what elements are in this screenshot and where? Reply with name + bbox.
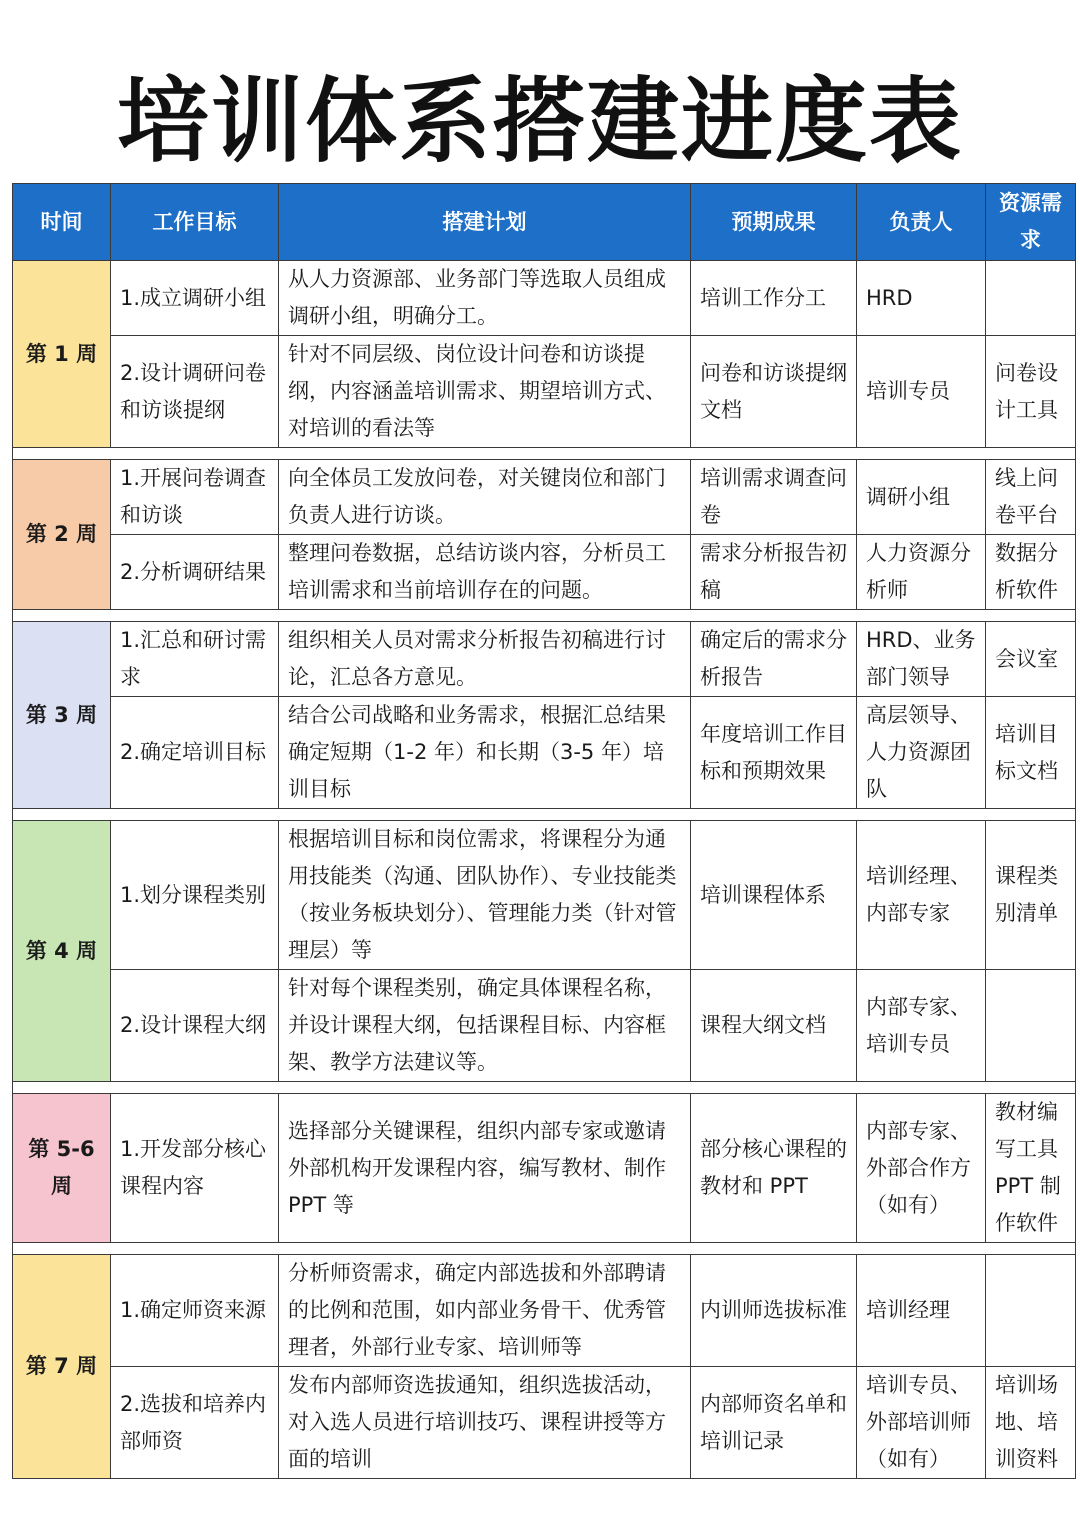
row-gap [13,610,1076,622]
header-result: 预期成果 [691,184,857,261]
goal-cell: 1.开展问卷调查和访谈 [111,460,279,535]
owner-cell: 人力资源分析师 [857,535,986,610]
result-cell: 部分核心课程的教材和 PPT [691,1094,857,1243]
gap-cell [13,1243,1076,1255]
table-row [13,821,1076,970]
resource-cell: 培训目标文档 [986,697,1076,809]
owner-cell: 内部专家、外部合作方（如有） [857,1094,986,1243]
plan-cell: 组织相关人员对需求分析报告初稿进行讨论，汇总各方意见。 [279,622,691,697]
header-owner: 负责人 [857,184,986,261]
row-gap [13,809,1076,821]
header-goal: 工作目标 [111,184,279,261]
goal-cell: 2.设计调研问卷和访谈提纲 [111,336,279,448]
progress-table [12,183,1076,1479]
owner-cell: 调研小组 [857,460,986,535]
table-row [13,697,1076,809]
gap-cell [13,448,1076,460]
result-cell: 培训需求调查问卷 [691,460,857,535]
table-row [13,460,1076,535]
week-label: 第 1 周 [13,261,111,448]
goal-cell: 2.选拔和培养内部师资 [111,1367,279,1479]
goal-cell: 1.成立调研小组 [111,261,279,336]
result-cell: 需求分析报告初稿 [691,535,857,610]
goal-cell: 2.设计课程大纲 [111,970,279,1082]
header-plan: 搭建计划 [279,184,691,261]
owner-cell: 培训经理 [857,1255,986,1367]
owner-cell: 培训经理、内部专家 [857,821,986,970]
goal-cell: 2.分析调研结果 [111,535,279,610]
plan-cell: 针对不同层级、岗位设计问卷和访谈提纲，内容涵盖培训需求、期望培训方式、对培训的看法等 [279,336,691,448]
resource-cell: 培训场地、培训资料 [986,1367,1076,1479]
owner-cell: 培训专员 [857,336,986,448]
header-resource: 资源需求 [986,184,1076,261]
plan-cell: 根据培训目标和岗位需求，将课程分为通用技能类（沟通、团队协作）、专业技能类（按业务板块划分）、管理能力类（针对管理层）等 [279,821,691,970]
table-row [13,535,1076,610]
result-cell: 培训工作分工 [691,261,857,336]
plan-cell: 分析师资需求，确定内部选拔和外部聘请的比例和范围，如内部业务骨干、优秀管理者，外部行业专家、培训师等 [279,1255,691,1367]
row-gap [13,1082,1076,1094]
resource-cell: 教材编写工具 PPT 制作软件 [986,1094,1076,1243]
week-label: 第 2 周 [13,460,111,610]
result-cell: 问卷和访谈提纲文档 [691,336,857,448]
week-label: 第 3 周 [13,622,111,809]
goal-cell: 2.确定培训目标 [111,697,279,809]
table-row [13,261,1076,336]
resource-cell: 课程类别清单 [986,821,1076,970]
gap-cell [13,610,1076,622]
resource-cell: 线上问卷平台 [986,460,1076,535]
result-cell: 内部师资名单和培训记录 [691,1367,857,1479]
owner-cell: 高层领导、人力资源团队 [857,697,986,809]
table-header-row [13,184,1076,261]
result-cell: 确定后的需求分析报告 [691,622,857,697]
plan-cell: 发布内部师资选拔通知，组织选拔活动，对入选人员进行培训技巧、课程讲授等方面的培训 [279,1367,691,1479]
plan-cell: 选择部分关键课程，组织内部专家或邀请外部机构开发课程内容，编写教材、制作 PPT 等 [279,1094,691,1243]
goal-cell: 1.确定师资来源 [111,1255,279,1367]
table-row [13,970,1076,1082]
table-row [13,1094,1076,1243]
result-cell: 课程大纲文档 [691,970,857,1082]
owner-cell: HRD、业务部门领导 [857,622,986,697]
plan-cell: 从人力资源部、业务部门等选取人员组成调研小组，明确分工。 [279,261,691,336]
goal-cell: 1.开发部分核心课程内容 [111,1094,279,1243]
result-cell: 年度培训工作目标和预期效果 [691,697,857,809]
goal-cell: 1.汇总和研讨需求 [111,622,279,697]
owner-cell: HRD [857,261,986,336]
week-label: 第 5-6 周 [13,1094,111,1243]
page-title: 培训体系搭建进度表 [116,68,963,175]
owner-cell: 内部专家、培训专员 [857,970,986,1082]
gap-cell [13,1082,1076,1094]
week-label: 第 7 周 [13,1255,111,1479]
plan-cell: 向全体员工发放问卷，对关键岗位和部门负责人进行访谈。 [279,460,691,535]
plan-cell: 结合公司战略和业务需求，根据汇总结果确定短期（1-2 年）和长期（3-5 年）培训目标 [279,697,691,809]
table-row [13,1255,1076,1367]
resource-cell [986,970,1076,1082]
resource-cell [986,261,1076,336]
table-row [13,622,1076,697]
goal-cell: 1.划分课程类别 [111,821,279,970]
result-cell: 培训课程体系 [691,821,857,970]
table-row [13,336,1076,448]
header-time: 时间 [13,184,111,261]
resource-cell: 会议室 [986,622,1076,697]
plan-cell: 针对每个课程类别，确定具体课程名称，并设计课程大纲，包括课程目标、内容框架、教学方法建议等。 [279,970,691,1082]
resource-cell [986,1255,1076,1367]
resource-cell: 问卷设计工具 [986,336,1076,448]
gap-cell [13,809,1076,821]
week-label: 第 4 周 [13,821,111,1082]
resource-cell: 数据分析软件 [986,535,1076,610]
table-row [13,1367,1076,1479]
plan-cell: 整理问卷数据，总结访谈内容，分析员工培训需求和当前培训存在的问题。 [279,535,691,610]
row-gap [13,1243,1076,1255]
row-gap [13,448,1076,460]
owner-cell: 培训专员、外部培训师（如有） [857,1367,986,1479]
result-cell: 内训师选拔标准 [691,1255,857,1367]
